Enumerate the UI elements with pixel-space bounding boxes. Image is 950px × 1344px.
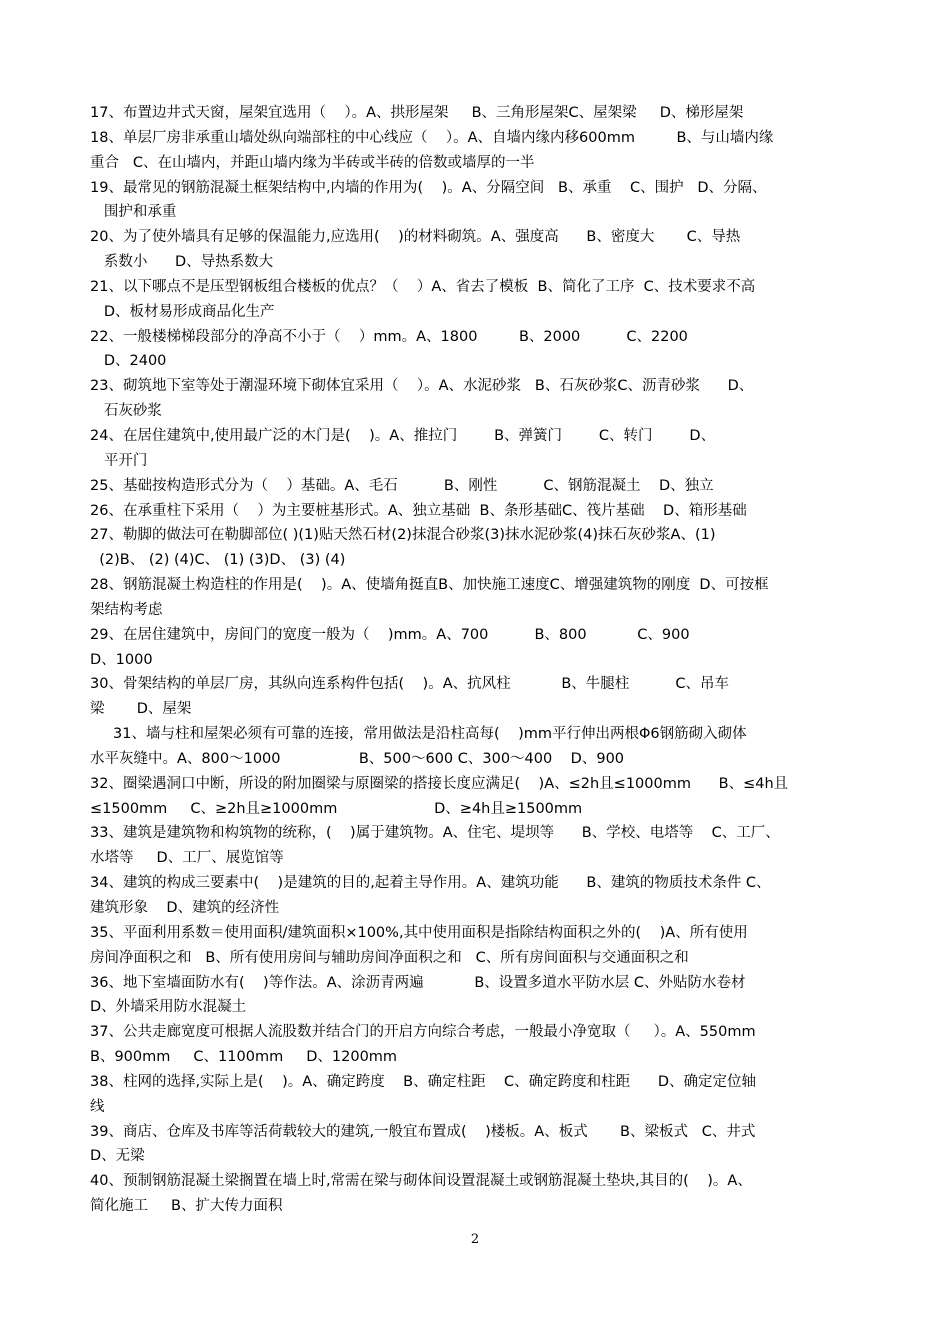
text-line: 水平灰缝中。A、800～1000 B、500～600 C、300～400 D、900 (90, 750, 625, 767)
text-line: 重合 C、在山墙内，并距山墙内缘为半砖或半砖的倍数或墙厚的一半 (90, 154, 535, 171)
text-line: D、板材易形成商品化生产 (90, 303, 275, 320)
text-line: 31、墙与柱和屋架必须有可靠的连接，常用做法是沿柱高每( )mm平行伸出两根Φ6钢筋砌入砌体 (90, 726, 747, 743)
text-line: 30、骨架结构的单层厂房，其纵向连系构件包括( )。A、抗风柱 B、牛腿柱 C、吊车 (90, 676, 729, 693)
text-line: (2)B、 (2) (4)C、 (1) (3)D、 (3) (4) (90, 552, 346, 569)
text-line: 40、预制钢筋混凝土梁搁置在墙上时,常需在梁与砌体间设置混凝土或钢筋混凝土垫块,其目的( )。A、 (90, 1173, 752, 1190)
text-line: 19、最常见的钢筋混凝土框架结构中,内墙的作用为( )。A、分隔空间 B、承重 C、围护 D、分隔、 (90, 179, 767, 196)
text-line: 系数小 D、导热系数大 (90, 254, 274, 271)
text-line: 39、商店、仓库及书库等活荷载较大的建筑,一般宜布置成( )楼板。A、板式 B、梁板式 C、井式 (90, 1123, 756, 1140)
page-number: 2 (470, 1232, 480, 1247)
text-line: 线 (90, 1098, 105, 1115)
text-line: D、外墙采用防水混凝土 (90, 999, 247, 1016)
text-line: 28、钢筋混凝土构造柱的作用是( )。A、使墙角挺直B、加快施工速度C、增强建筑物的刚度 D、可按框 (90, 577, 769, 594)
text-line: 简化施工 B、扩大传力面积 (90, 1198, 283, 1215)
text-line: 34、建筑的构成三要素中( )是建筑的目的,起着主导作用。A、建筑功能 B、建筑的物质技术条件 C、 (90, 875, 771, 892)
text-line: 石灰砂浆 (90, 403, 162, 420)
text-line: 梁 D、屋架 (90, 701, 192, 718)
text-line: 36、地下室墙面防水有( )等作法。A、涂沥青两遍 B、设置多道水平防水层 C、外贴防水卷材 (90, 974, 746, 991)
text-line: 33、建筑是建筑物和构筑物的统称，( )属于建筑物。A、住宅、堤坝等 B、学校、电塔等 C、工厂、 (90, 825, 780, 842)
text-line: D、1000 (90, 651, 153, 668)
text-line: 38、柱网的选择,实际上是( )。A、确定跨度 B、确定柱距 C、确定跨度和柱距 D、确定定位轴 (90, 1073, 756, 1090)
text-line: D、2400 (90, 353, 167, 370)
text-line: 35、平面利用系数＝使用面积/建筑面积×100%,其中使用面积是指除结构面积之外的( )A、所有使用 (90, 924, 748, 941)
document-body (90, 101, 860, 1219)
text-line: 37、公共走廊宽度可根据人流股数并结合门的开启方向综合考虑，一般最小净宽取（ ）。A、550mm (90, 1024, 756, 1041)
text-line: D、无梁 (90, 1148, 145, 1165)
text-line: 18、单层厂房非承重山墙处纵向端部柱的中心线应（ ）。A、自墙内缘内移600mm B、与山墙内缘 (90, 129, 774, 146)
text-line: ≤1500mm C、≥2h且≥1000mm D、≥4h且≥1500mm (90, 800, 583, 817)
text-line: 29、在居住建筑中，房间门的宽度一般为（ )mm。A、700 B、800 C、900 (90, 626, 690, 643)
text-line: 17、布置边井式天窗，屋架宜选用（ ）。A、拱形屋架 B、三角形屋架C、屋架梁 D、梯形屋架 (90, 105, 744, 121)
text-line: 26、在承重柱下采用（ ）为主要桩基形式。A、独立基础 B、条形基础C、筏片基础 D、箱形基础 (90, 502, 747, 519)
text-line: B、900mm C、1100mm D、1200mm (90, 1049, 398, 1066)
text-line: 架结构考虑 (90, 601, 163, 618)
text-line: 围护和承重 (90, 204, 177, 221)
text-line: 平开门 (90, 452, 148, 469)
text-line: 20、为了使外墙具有足够的保温能力,应选用( )的材料砌筑。A、强度高 B、密度大 C、导热 (90, 229, 741, 246)
text-line: 27、勒脚的做法可在勒脚部位( )(1)贴天然石材(2)抹混合砂浆(3)抹水泥砂浆(4)抹石灰砂浆A、(1) (90, 527, 716, 544)
text-line: 25、基础按构造形式分为（ ）基础。A、毛石 B、刚性 C、钢筋混凝土 D、独立 (90, 477, 714, 494)
text-line: 21、以下哪点不是压型钢板组合楼板的优点？（ ）A、省去了模板 B、简化了工序 C、技术要求不高 (90, 278, 756, 295)
text-line: 房间净面积之和 B、所有使用房间与辅助房间净面积之和 C、所有房间面积与交通面积之和 (90, 949, 689, 966)
text-line: 23、砌筑地下室等处于潮湿环境下砌体宜采用（ ）。A、水泥砂浆 B、石灰砂浆C、沥青砂浆 D、 (90, 378, 754, 395)
text-line: 水塔等 D、工厂、展览馆等 (90, 850, 284, 867)
text-line: 建筑形象 D、建筑的经济性 (90, 900, 280, 916)
text-line: 32、圈梁遇洞口中断，所设的附加圈梁与原圈梁的搭接长度应满足( )A、≤2h且≤1000mm B、≤4h且 (90, 775, 789, 792)
text-line: 22、一般楼梯梯段部分的净高不小于（ ）mm。A、1800 B、2000 C、2200 (90, 328, 688, 345)
text-line: 24、在居住建筑中,使用最广泛的木门是( )。A、推拉门 B、弹簧门 C、转门 D、 (90, 427, 716, 444)
